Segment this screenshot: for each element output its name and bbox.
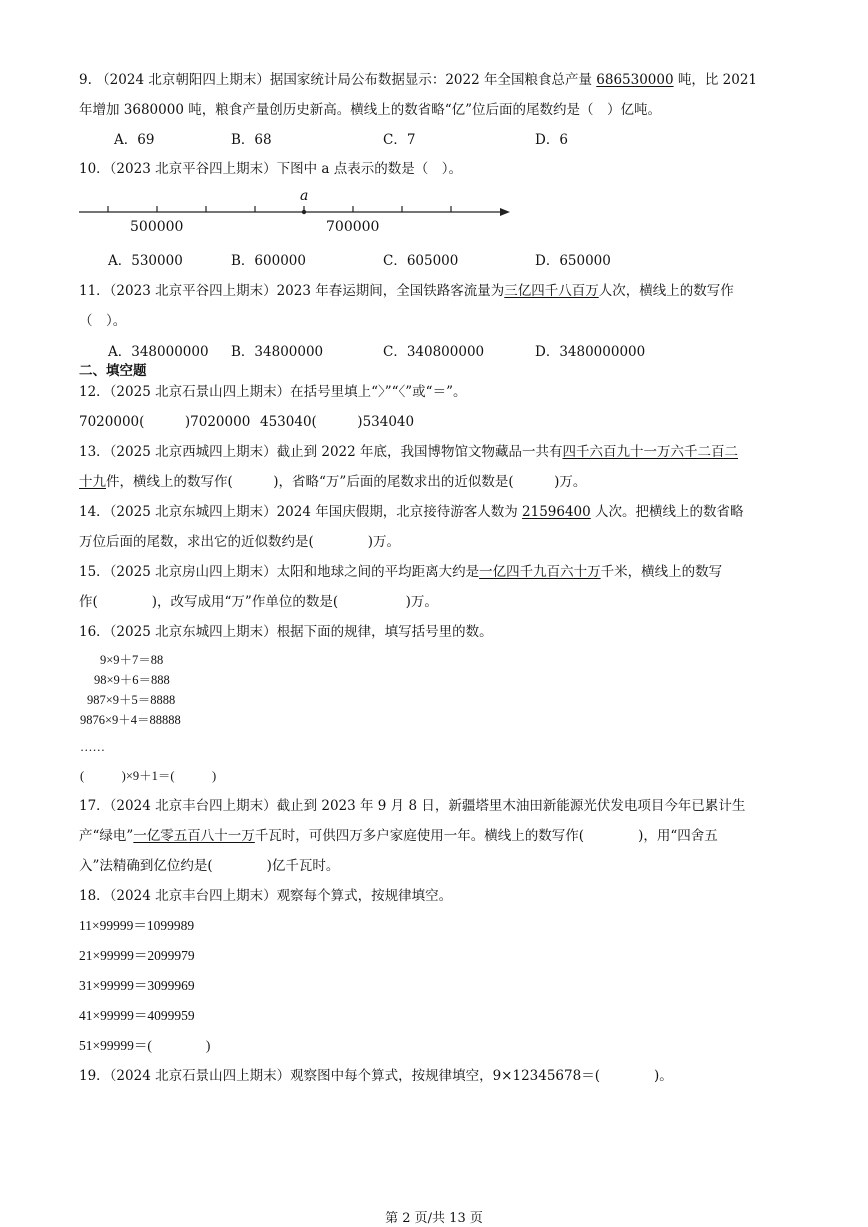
q17-line1: 17．（2024 北京丰台四上期末）截止到 2023 年 9 月 8 日，新疆塔里木油田新能源光伏发电项目今年已累计生 bbox=[79, 798, 746, 814]
q19-stem: 19．（2024 北京石景山四上期末）观察图中每个算式，按规律填空，9×12345678＝( )。 bbox=[79, 1068, 673, 1084]
point-a-label: a bbox=[300, 188, 309, 204]
number-line-ticks bbox=[108, 206, 451, 212]
q12-compare-b: 453040( )534040 bbox=[260, 414, 415, 430]
q16-equation-1: 9×9＋7＝88 bbox=[100, 653, 164, 667]
q16-ellipsis: …… bbox=[80, 740, 105, 754]
q9-option-c: C．7 bbox=[383, 132, 416, 148]
q10-option-c: C．605000 bbox=[383, 253, 459, 269]
q15-line2: 作( )，改写成用“万”作单位的数是( )万。 bbox=[79, 594, 438, 610]
q11-line1: 11．（2023 北京平谷四上期末）2023 年春运期间，全国铁路客流量为三亿四千八百万人次，横线上的数写作 bbox=[79, 283, 734, 299]
q18-equation-3: 31×99999＝3099969 bbox=[79, 978, 195, 993]
q11-underlined-number: 三亿四千八百万 bbox=[504, 283, 599, 299]
tick-label-500000: 500000 bbox=[130, 219, 184, 235]
q9-option-b: B．68 bbox=[231, 132, 272, 148]
q9-underlined-number: 686530000 bbox=[596, 72, 674, 88]
q16-blank: ( )×9＋1＝( ) bbox=[80, 769, 217, 783]
tick-label-700000: 700000 bbox=[326, 219, 380, 235]
q13-line2: 十九件，横线上的数写作( )，省略“万”后面的尾数求出的近似数是( )万。 bbox=[79, 474, 587, 490]
q10-option-a: A．530000 bbox=[108, 253, 183, 269]
q14-underlined-number: 21596400 bbox=[522, 504, 591, 520]
q11-option-c: C．340800000 bbox=[383, 344, 485, 360]
q9-option-d: D．6 bbox=[535, 132, 568, 148]
q11-option-b: B．34800000 bbox=[231, 344, 324, 360]
q11-option-a: A．348000000 bbox=[108, 344, 209, 360]
q15-underlined-number: 一亿四千九百六十万 bbox=[479, 564, 601, 580]
q10-option-d: D．650000 bbox=[535, 253, 611, 269]
q18-stem: 18．（2024 北京丰台四上期末）观察每个算式，按规律填空。 bbox=[79, 888, 453, 904]
q18-equation-4: 41×99999＝4099959 bbox=[79, 1008, 195, 1023]
point-a-marker bbox=[302, 210, 306, 214]
q10-option-b: B．600000 bbox=[231, 253, 306, 269]
q18-equation-1: 11×99999＝1099989 bbox=[79, 918, 195, 933]
q17-underlined-number: 一亿零五百八十一万 bbox=[133, 828, 255, 844]
q16-equation-4: 9876×9＋4＝88888 bbox=[80, 713, 181, 727]
q13-underlined-number-1: 四千六百九十一万六千二百二 bbox=[562, 444, 739, 460]
q12-compare-a: 7020000( )7020000 bbox=[79, 414, 251, 430]
q10-stem: 10．（2023 北京平谷四上期末）下图中 a 点表示的数是（ ）。 bbox=[79, 161, 462, 177]
q13-line1: 13．（2025 北京西城四上期末）截止到 2022 年底，我国博物馆文物藏品一共有四千六百九十一万六千二百二 bbox=[79, 444, 739, 460]
q13-underlined-number-2: 十九 bbox=[79, 474, 106, 490]
q16-equation-2: 98×9＋6＝888 bbox=[94, 673, 170, 687]
q16-stem: 16．（2025 北京东城四上期末）根据下面的规律，填写括号里的数。 bbox=[79, 624, 493, 640]
q17-line2: 产“绿电”一亿零五百八十一万千瓦时，可供四万多户家庭使用一年。横线上的数写作( )，用“四舍五 bbox=[79, 828, 718, 844]
q17-line3: 入”法精确到亿位约是( )亿千瓦时。 bbox=[79, 858, 340, 874]
number-line-arrow bbox=[500, 208, 510, 216]
q18-equation-5: 51×99999＝( ) bbox=[79, 1038, 211, 1053]
q15-line1: 15．（2025 北京房山四上期末）太阳和地球之间的平均距离大约是一亿四千九百六十万千米，横线上的数写 bbox=[79, 564, 723, 580]
page-footer: 第 2 页/共 13 页 bbox=[385, 1211, 483, 1226]
q11-line2: （ ）。 bbox=[79, 313, 127, 329]
q16-equation-3: 987×9＋5＝8888 bbox=[87, 693, 176, 707]
q14-line1: 14．（2025 北京东城四上期末）2024 年国庆假期，北京接待游客人数为 21596400 人次。把横线上的数省略 bbox=[79, 504, 744, 520]
section-heading: 二、填空题 bbox=[79, 363, 147, 379]
q9-line2: 年增加 3680000 吨，粮食产量创历史新高。横线上的数省略“亿”位后面的尾数约是（ ）亿吨。 bbox=[79, 102, 662, 118]
q12-stem: 12．（2025 北京石景山四上期末）在括号里填上“〉”“〈”或“＝”。 bbox=[79, 384, 467, 400]
q14-line2: 万位后面的尾数，求出它的近似数约是( )万。 bbox=[79, 534, 401, 550]
q9-line1: 9. （2024 北京朝阳四上期末）据国家统计局公布数据显示：2022 年全国粮食总产量 686530000 吨，比 2021 bbox=[79, 72, 758, 88]
q9-option-a: A．69 bbox=[114, 132, 155, 148]
q11-option-d: D．3480000000 bbox=[535, 344, 646, 360]
q18-equation-2: 21×99999＝2099979 bbox=[79, 948, 195, 963]
